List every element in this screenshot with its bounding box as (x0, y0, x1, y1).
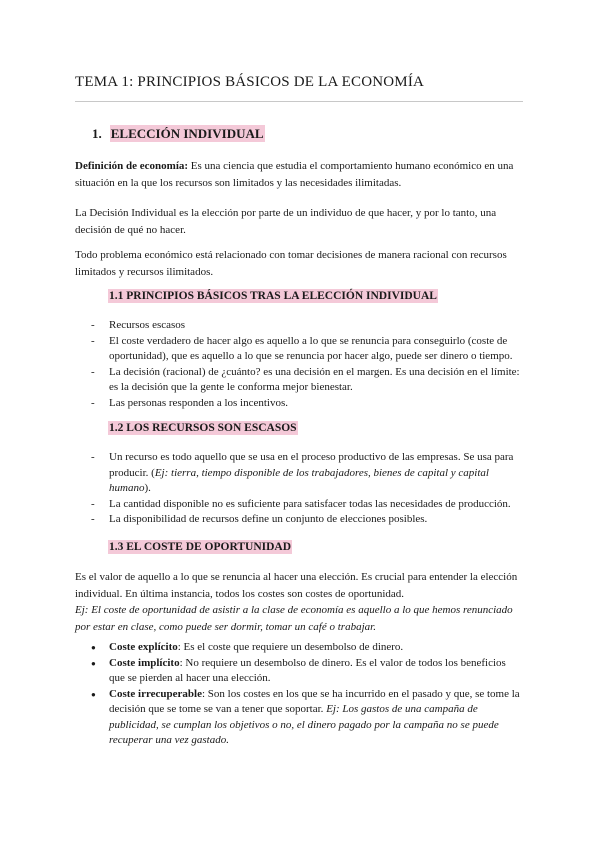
document-title: TEMA 1: PRINCIPIOS BÁSICOS DE LA ECONOMÍA (75, 74, 425, 90)
sunk-cost-example: Ej: Los gastos de una campaña de publicidad, se cumplan los objetivos o no, el dinero pagado por la campaña no se puede recuperar una vez gastado. (109, 703, 499, 746)
resources-list (91, 450, 524, 528)
list-item: - La disponibilidad de recursos define un conjunto de elecciones posibles. (91, 512, 524, 528)
definition-label: Definición de economía: (75, 160, 189, 172)
list-item: - Un recurso es todo aquello que se usa en el proceso productivo de las empresas. Se usa para producir. (Ej: tierra, tiempo disponible de los trabajadores, bienes de capital y capital humano). (91, 450, 524, 497)
section-number: 1. (92, 126, 102, 141)
section-heading-eleccion-individual (92, 126, 265, 142)
problem-paragraph: Todo problema económico está relacionado con tomar decisiones de manera racional con recursos limitados y recursos ilimitados. (75, 249, 507, 278)
list-item: - El coste verdadero de hacer algo es aquello a lo que se renuncia para conseguirlo (coste de oportunidad), que es aquello a lo que se renuncia por hacer algo, puede ser dinero o tiempo. (91, 334, 524, 365)
section-heading-text: ELECCIÓN INDIVIDUAL (110, 126, 264, 141)
resources-example: Ej: tierra, tiempo disponible de los trabajadores, bienes de capital y capital humano (109, 466, 489, 494)
subsection-heading-1-2: 1.2 LOS RECURSOS SON ESCASOS (109, 422, 297, 434)
subsection-heading-1-3: 1.3 EL COSTE DE OPORTUNIDAD (109, 541, 292, 553)
list-item: ● Coste irrecuperable: Son los costes en los que se ha incurrido en el pasado y que, se tome la decisión que se tome se van a tener que soportar. Ej: Los gastos de una campaña de publicidad, se cumplan los objetivos o no, el dinero pagado por la campaña no se puede recuperar una vez gastado. (91, 687, 524, 749)
list-item: - La cantidad disponible no es suficiente para satisfacer todas las necesidades de producción. (91, 497, 524, 513)
principles-list (91, 318, 524, 411)
subsection-heading-1-1: 1.1 PRINCIPIOS BÁSICOS TRAS LA ELECCIÓN INDIVIDUAL (109, 290, 437, 302)
title-divider (75, 101, 523, 102)
opportunity-cost-paragraph: Es el valor de aquello a lo que se renuncia al hacer una elección. Es crucial para entender la elección individual. En última instancia, todos los costes son costes de oportunidad. Ej: El coste de oportunidad de asistir a la clase de economía es aquello a lo que hemos renunciado por estar en clase, como puede ser dormir, tomar un café o trabajar. (75, 571, 518, 633)
cost-types-list (91, 640, 524, 749)
list-item: ● Coste explícito: Es el coste que requiere un desembolso de dinero. (91, 640, 524, 656)
list-item: - Las personas responden a los incentivos. (91, 396, 524, 412)
list-item: - La decisión (racional) de ¿cuánto? es una decisión en el margen. Es una decisión en el límite: es la decisión que la gente le conforma mejor bienestar. (91, 365, 524, 396)
opportunity-cost-example: Ej: El coste de oportunidad de asistir a la clase de economía es aquello a lo que hemos renunciado por estar en clase, como puede ser dormir, tomar un café o trabajar. (75, 604, 513, 633)
list-item: ● Coste implícito: No requiere un desembolso de dinero. Es el valor de todos los beneficios que se pierden al hacer una elección. (91, 656, 524, 687)
decision-paragraph: La Decisión Individual es la elección por parte de un individuo de que hacer, y por lo tanto, una decisión de qué no hacer. (75, 207, 497, 236)
definition-paragraph (75, 158, 527, 191)
list-item: - Recursos escasos (91, 318, 524, 334)
definition-text: Es una ciencia que estudia el comportamiento humano económico en una situación en la que los recursos son limitados y las necesidades ilimitadas. (75, 160, 514, 189)
